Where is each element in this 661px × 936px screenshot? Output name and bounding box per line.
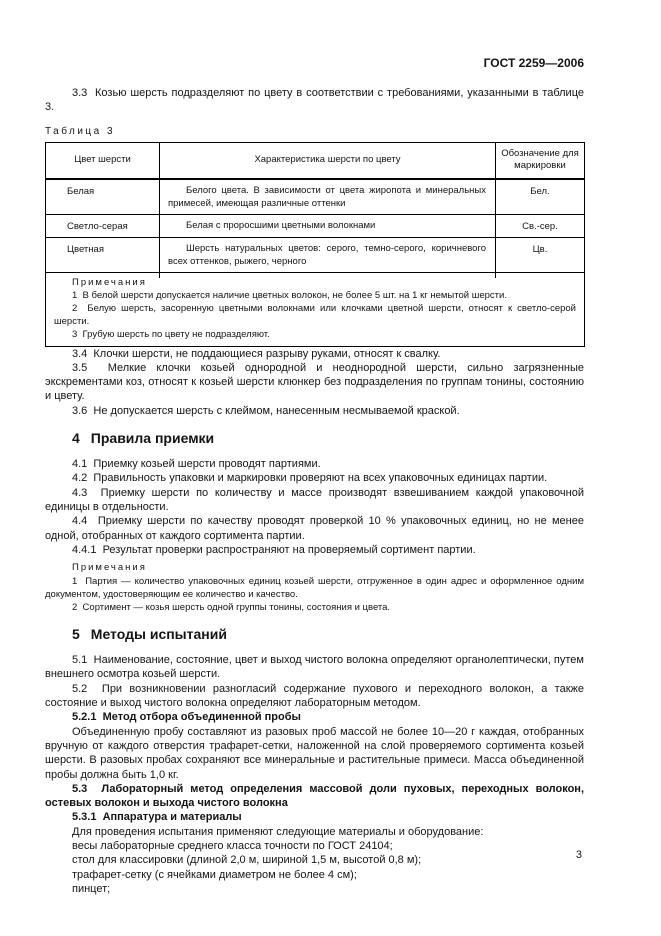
- note-sortiment-definition: 2 Сортимент — козья шерсть одной группы тонины, состояния и цвета.: [72, 602, 391, 614]
- running-header: ГОСТ 2259—2006: [483, 56, 584, 70]
- equipment-item-stencil-grid: трафарет-сетку (с ячейками диаметром не более 4 см);: [72, 868, 357, 881]
- paragraph-5-2-1-body: Объединенную пробу составляют из разовых проб массой не более 10—20 г каждая, отобранных вручную от каждого отверстия трафарет-сетки, наложенной на слой проверяемого сортимента козьей шерсти. В разовых пробах сохраняют все минеральные и растительные примеси. Масса объединенной пробы должна быть 1,0 кг.: [45, 725, 584, 781]
- paragraph-3-6: 3.6 Не допускается шерсть с клеймом, нанесенным несмываемой краской.: [72, 404, 460, 417]
- section-title: Методы испытаний: [90, 626, 227, 643]
- cell-desc-white: Белого цвета. В зависимости от цвета жиропота и минеральных примесей, имеющая различные оттенки: [160, 179, 496, 215]
- paragraph-4-2: 4.2 Правильность упаковки и маркировки проверяют на всех упаковочных единицах партии.: [72, 472, 548, 485]
- paragraph-5-3-1-intro: Для проведения испытания применяют следующие материалы и оборудование:: [72, 825, 484, 838]
- paragraph-5-1: 5.1 Наименование, состояние, цвет и выход чистого волокна определяют органолептически, путем внешнего осмотра козьей шерсти.: [45, 654, 584, 681]
- paragraph-4-1: 4.1 Приемку козьей шерсти проводят партиями.: [72, 458, 321, 471]
- table-row: [46, 179, 585, 215]
- subheading-5-3-1: 5.3.1 Аппаратура и материалы: [72, 811, 242, 824]
- column-rule-tick: [495, 273, 496, 278]
- equipment-item-tweezers: пинцет;: [72, 882, 111, 895]
- notes-title: Примечания: [72, 562, 147, 574]
- cell-color-lightgray: Светло-серая: [46, 214, 160, 237]
- table-notes-cell: [46, 272, 585, 346]
- cell-color-white: Белая: [46, 179, 160, 215]
- table-note-3: 3 Грубую шерсть по цвету не подразделяют.: [72, 328, 270, 340]
- paragraph-4-3: 4.3 Приемку шерсти по количеству и массе производят взвешиванием каждой упаковочной единицы в отдельности.: [45, 486, 584, 513]
- cell-mark-lightgray: Св.-сер.: [496, 214, 585, 237]
- cell-desc-colored: Шерсть натуральных цветов: серого, темно-серого, коричневого всех оттенков, рыжего, черного: [160, 237, 496, 272]
- section-heading-test-methods: [72, 626, 584, 643]
- table-caption: Таблица 3: [45, 125, 116, 137]
- paragraph-3-4: 3.4 Клочки шерсти, не поддающиеся разрыву руками, относят к свалку.: [72, 347, 441, 360]
- paragraph-3-3: 3.3 Козью шерсть подразделяют по цвету в соответствии с требованиями, указанными в таблице 3.: [45, 87, 584, 114]
- table-notes-row: [46, 272, 585, 346]
- column-header-color: Цвет шерсти: [46, 142, 160, 179]
- column-rule-tick: [159, 273, 160, 278]
- section-number: 5: [72, 626, 80, 643]
- table-row: [46, 214, 585, 237]
- cell-desc-lightgray: Белая с проросшими цветными волокнами: [160, 214, 496, 237]
- equipment-item-scales: весы лабораторные среднего класса точности по ГОСТ 24104;: [72, 840, 393, 853]
- cell-color-colored: Цветная: [46, 237, 160, 272]
- section-heading-acceptance-rules: [72, 430, 584, 447]
- paragraph-4-4-1: 4.4.1 Результат проверки распространяют на проверяемый сортимент партии.: [72, 543, 476, 556]
- wool-color-table: [45, 142, 585, 347]
- page-number: 3: [575, 849, 582, 861]
- subheading-5-2-1: 5.2.1 Метод отбора объединенной пробы: [72, 711, 301, 724]
- paragraph-3-5: 3.5 Мелкие клочки козьей однородной и неоднородной шерсти, сильно загрязненные экскрементами коз, относят к козьей шерсти клюнкер без подразделения по группам тонины, состоянию и цвету.: [45, 361, 584, 403]
- section4-notes: [45, 561, 584, 614]
- subheading-5-3: 5.3 Лабораторный метод определения массовой доли пуховых, переходных волокон, остевых волокон и выхода чистого волокна: [45, 782, 584, 810]
- paragraph-5-2: 5.2 При возникновении разногласий содержание пухового и переходного волокон, а также состояние и выход чистого волокна определяют лабораторным методом.: [45, 682, 584, 710]
- cell-mark-white: Бел.: [496, 179, 585, 215]
- note-party-definition: 1 Партия — количество упаковочных единиц козьей шерсти, отгруженное в один адрес и оформленное одним документом, удостоверяющим ее количество и качество.: [45, 576, 584, 601]
- table-header-row: [46, 142, 585, 179]
- table-notes-title: Примечания: [72, 276, 147, 288]
- table-row: [46, 237, 585, 272]
- column-header-marking: Обозначение для маркировки: [496, 142, 585, 179]
- table-note-1: 1 В белой шерсти допускается наличие цветных волокон, не более 5 шт. на 1 кг немытой шерсти.: [72, 289, 507, 301]
- cell-mark-colored: Цв.: [496, 237, 585, 272]
- section-number: 4: [72, 430, 80, 447]
- column-header-description: Характеристика шерсти по цвету: [160, 142, 496, 179]
- equipment-item-classing-table: стол для классировки (длиной 2,0 м, шириной 1,5 м, высотой 0,8 м);: [72, 854, 422, 867]
- section-title: Правила приемки: [90, 430, 215, 447]
- table-note-2: 2 Белую шерсть, засоренную цветными волокнами или клочками цветной шерсти, относят к светло-серой шерсти.: [54, 302, 576, 327]
- paragraph-4-4: 4.4 Приемку шерсти по качеству проводят проверкой 10 % упаковочных единиц, но не менее одной, отобранных от каждого сортимента партии.: [45, 515, 584, 542]
